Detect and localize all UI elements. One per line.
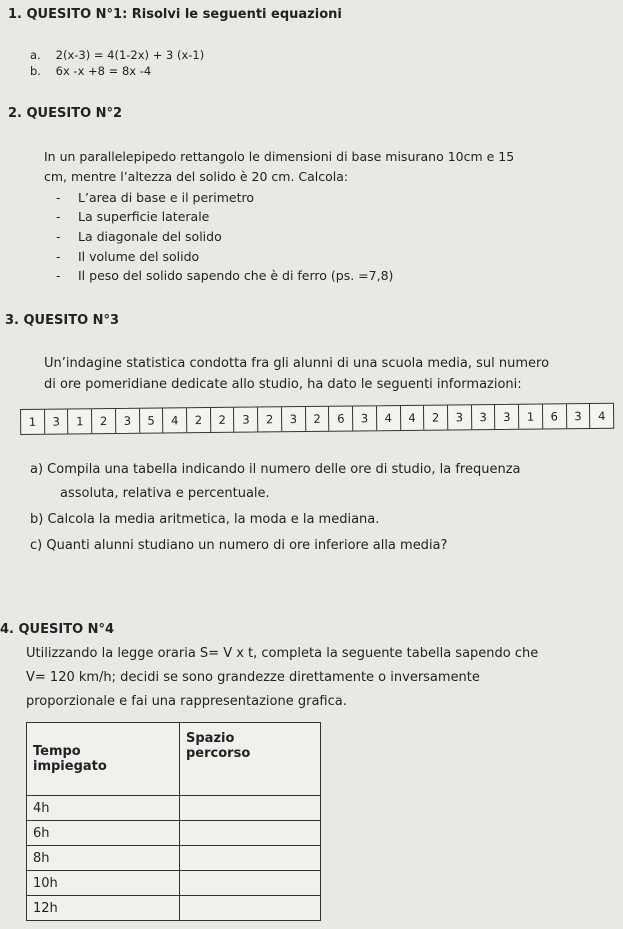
q4-paragraph-line1: Utilizzando la legge oraria S= V x t, completa la seguente tabella sapendo che [26, 646, 539, 661]
q4-header-space: Spazio percorso [180, 723, 321, 796]
q3-data-cell: 3 [567, 404, 591, 428]
q4-time-cell: 8h [27, 846, 180, 871]
q4-paragraph-line3: proporzionale e fai una rappresentazione grafica. [26, 694, 347, 709]
q4-time-cell: 10h [27, 871, 180, 896]
q1-item-a-equation: 2(x-3) = 4(1-2x) + 3 (x-1) [55, 48, 205, 62]
q2-list-item: - L’area di base e il perimetro [56, 190, 255, 205]
q3-data-cell: 2 [92, 409, 116, 433]
q3-data-cell: 4 [163, 408, 187, 432]
q3-data-cell: 3 [495, 405, 519, 429]
q3-data-cell: 6 [329, 407, 353, 431]
q4-space-cell-empty[interactable] [180, 871, 321, 896]
q3-data-cell: 3 [282, 407, 306, 431]
q3-data-cell: 2 [211, 408, 235, 432]
q3-question-b: b) Calcola la media aritmetica, la moda e la mediana. [30, 512, 380, 527]
q1-item-b-equation: 6x -x +8 = 8x -4 [55, 64, 152, 78]
q3-data-cell: 3 [45, 409, 69, 433]
q3-data-cell: 2 [187, 408, 211, 432]
q3-title: 3. QUESITO N°3 [5, 313, 120, 328]
q3-question-a-line2: assoluta, relativa e percentuale. [60, 486, 270, 501]
q3-data-cell: 2 [258, 407, 282, 431]
q4-header-time: Tempo impiegato [27, 723, 180, 796]
q2-paragraph-line2: cm, mentre l’altezza del solido è 20 cm. Calcola: [44, 169, 349, 184]
q4-time-cell: 4h [27, 796, 180, 821]
q3-paragraph-line2: di ore pomeridiane dedicate allo studio, ha dato le seguenti informazioni: [44, 377, 522, 392]
q4-time-cell: 12h [27, 896, 180, 921]
q4-space-cell-empty[interactable] [180, 821, 321, 846]
q2-list-item: - La diagonale del solido [56, 229, 222, 244]
q2-paragraph-line1: In un parallelepipedo rettangolo le dimensioni di base misurano 10cm e 15 [44, 149, 515, 164]
q3-data-strip [20, 403, 614, 435]
q4-table [26, 722, 321, 921]
q4-space-cell-empty[interactable] [180, 896, 321, 921]
q1-item-b-label: b. [30, 64, 41, 78]
q3-data-cell: 6 [543, 404, 567, 428]
q3-question-c: c) Quanti alunni studiano un numero di ore inferiore alla media? [30, 538, 448, 553]
q4-time-cell: 6h [27, 821, 180, 846]
q3-data-cell: 3 [472, 405, 496, 429]
q3-data-cell: 2 [424, 406, 448, 430]
q4-table-header-row [27, 723, 321, 796]
q4-space-cell-empty[interactable] [180, 796, 321, 821]
q3-paragraph-line1: Un’indagine statistica condotta fra gli alunni di una scuola media, sul numero [44, 356, 550, 371]
q4-paragraph-line2: V= 120 km/h; decidi se sono grandezze direttamente o inversamente [26, 670, 480, 685]
q3-data-cell: 3 [116, 409, 140, 433]
q3-data-cell: 3 [234, 408, 258, 432]
table-row [27, 871, 321, 896]
q1-item-a-label: a. [30, 48, 41, 62]
q3-data-cell: 4 [400, 406, 424, 430]
table-row [27, 821, 321, 846]
q3-data-cell: 4 [377, 406, 401, 430]
q2-title: 2. QUESITO N°2 [8, 106, 123, 121]
q1-item-b [30, 64, 151, 78]
table-row [27, 846, 321, 871]
q3-data-cell: 3 [448, 405, 472, 429]
q2-list-item: - Il volume del solido [56, 249, 200, 264]
q3-data-cell: 5 [140, 408, 164, 432]
q3-data-cell: 1 [519, 405, 543, 429]
q3-data-cell: 1 [21, 410, 45, 434]
q3-data-cell: 2 [306, 407, 330, 431]
q3-question-a-line1: a) Compila una tabella indicando il numero delle ore di studio, la frequenza [30, 462, 521, 477]
q4-space-cell-empty[interactable] [180, 846, 321, 871]
q3-data-cell: 3 [353, 406, 377, 430]
q4-title: 4. QUESITO N°4 [0, 622, 115, 637]
table-row [27, 796, 321, 821]
q3-data-cell: 1 [68, 409, 92, 433]
table-row [27, 896, 321, 921]
q1-title: 1. QUESITO N°1: Risolvi le seguenti equazioni [8, 7, 342, 22]
q3-data-cell: 4 [597, 408, 606, 423]
q1-item-a [30, 48, 204, 62]
q2-list-item: - Il peso del solido sapendo che è di ferro (ps. =7,8) [56, 268, 394, 283]
q2-list-item: - La superficie laterale [56, 209, 210, 224]
